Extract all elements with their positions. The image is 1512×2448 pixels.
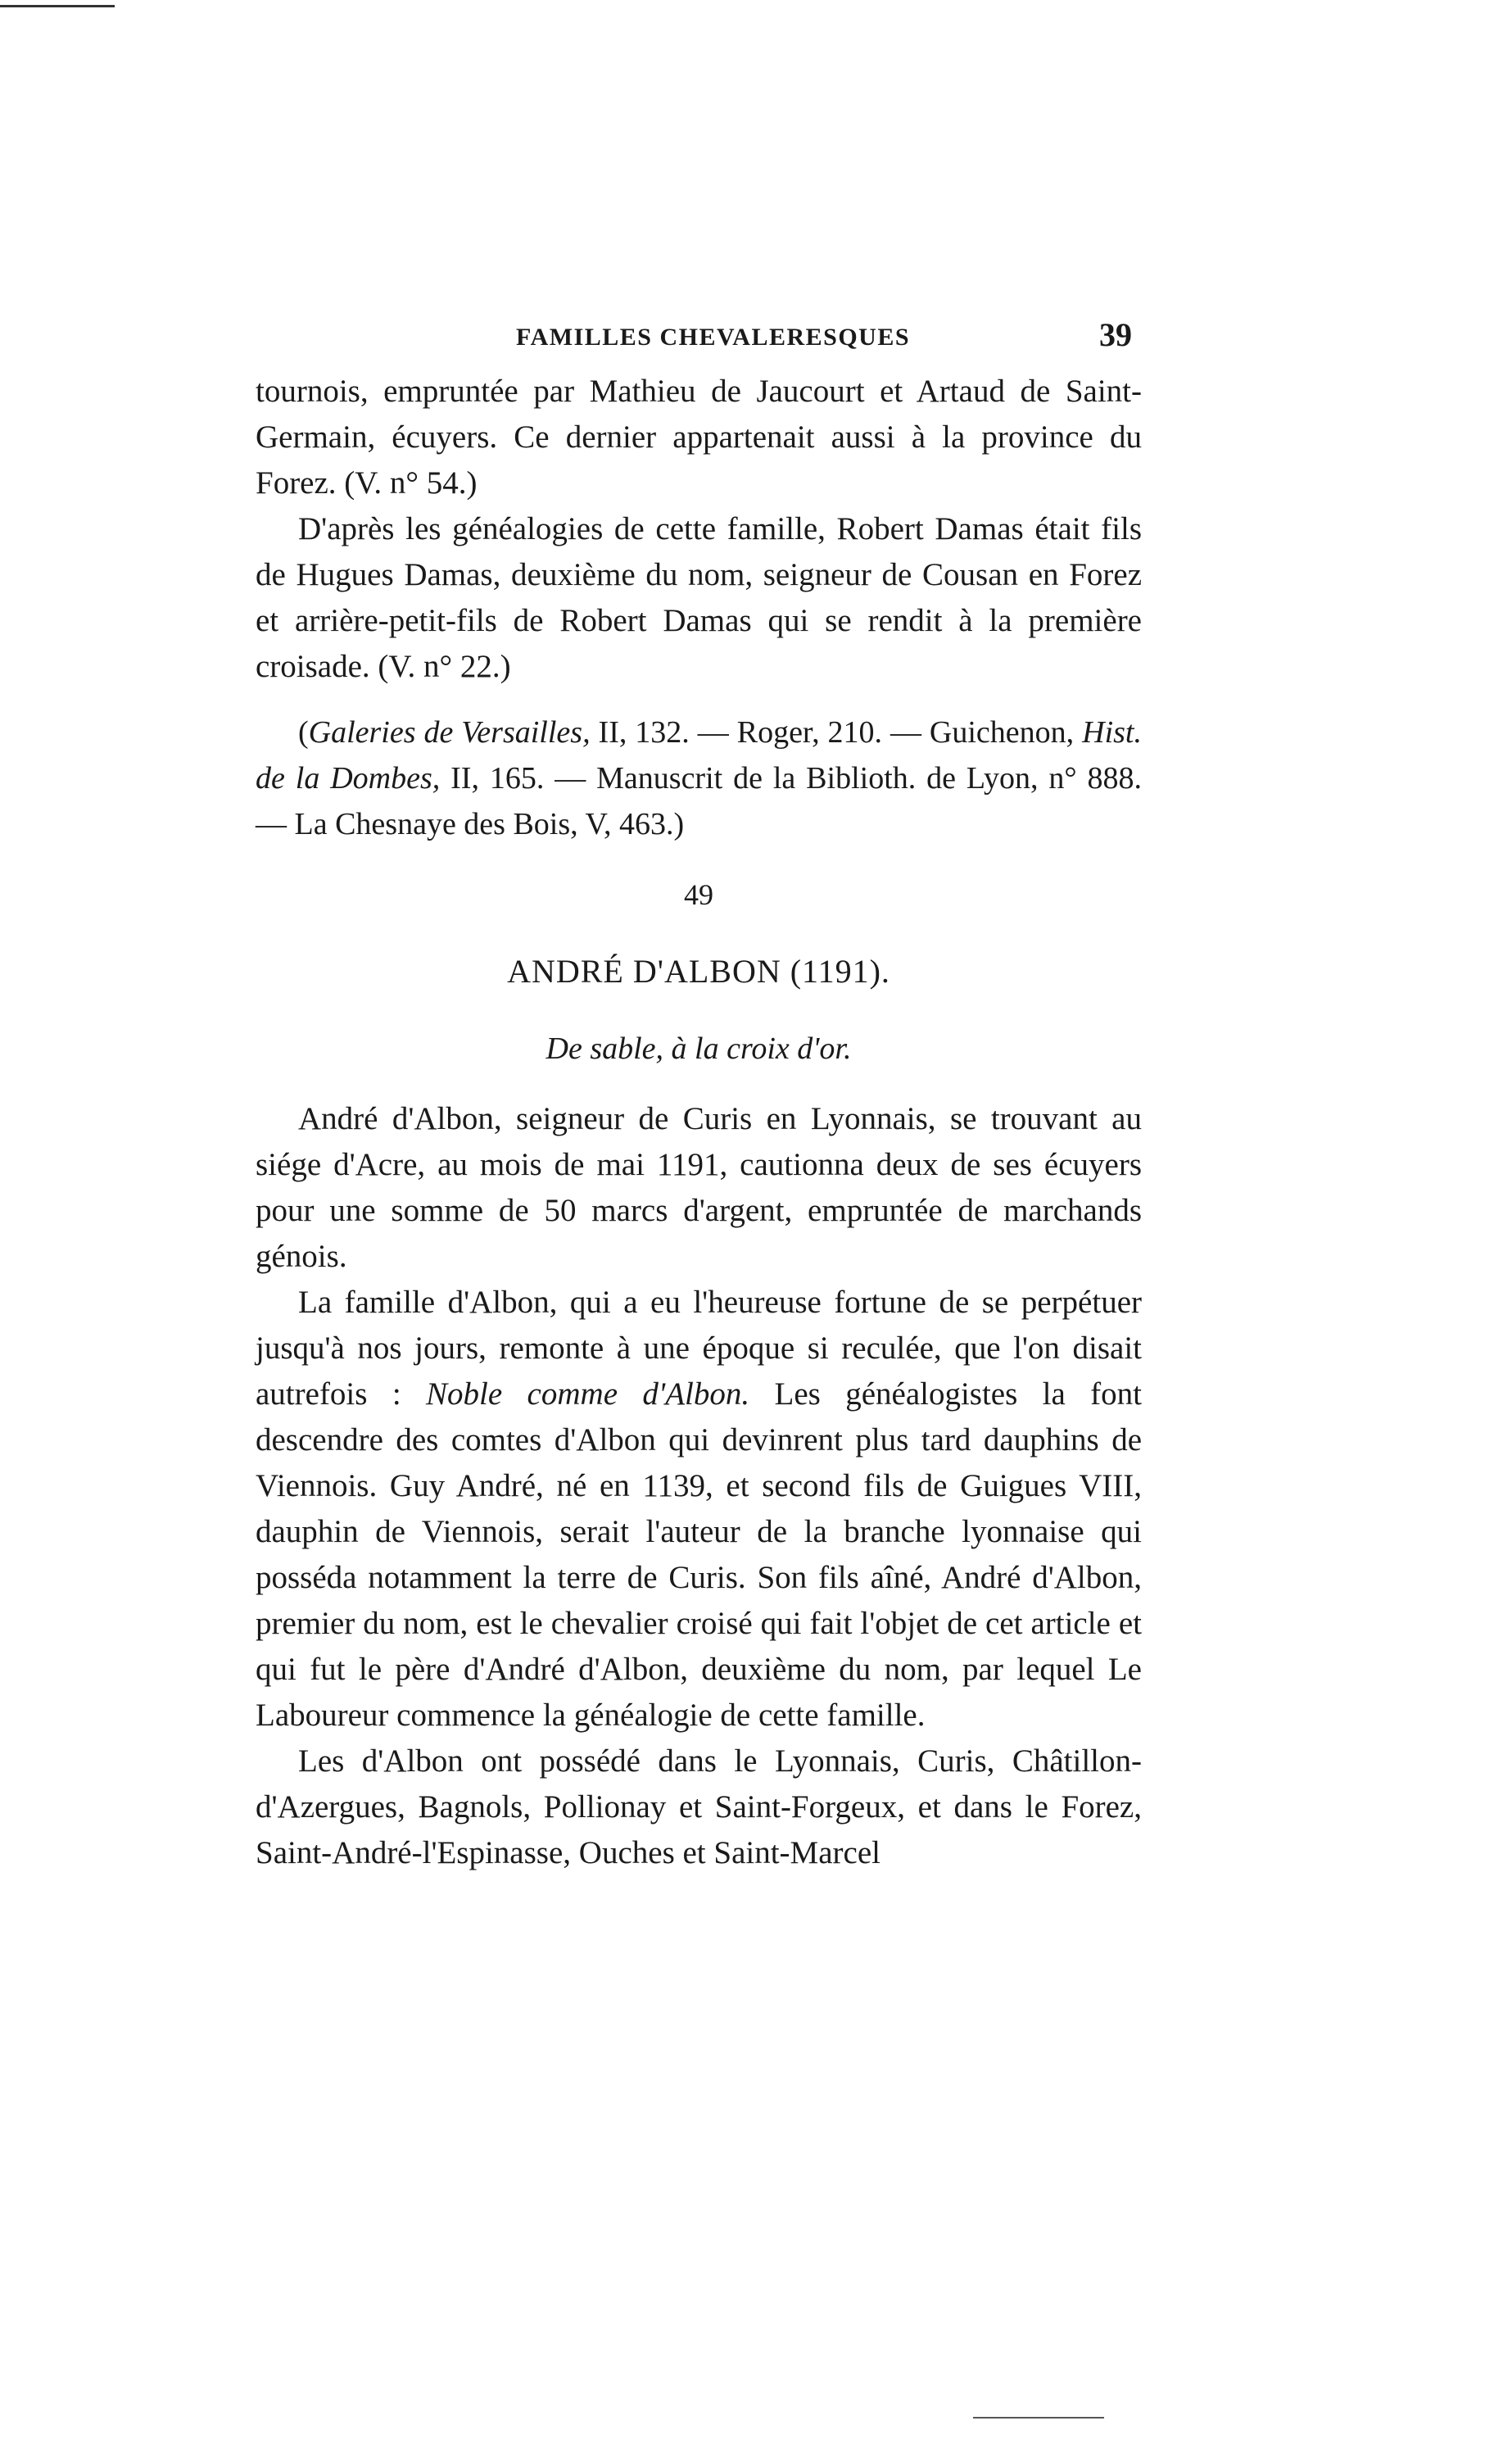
blazon: De sable, à la croix d'or. [545, 1031, 852, 1066]
references-paragraph [256, 709, 1142, 847]
article-number: 49 [684, 878, 713, 911]
article-paragraph-1: André d'Albon, seigneur de Curis en Lyonnais, se trouvant au siége d'Acre, au mois de mai 1191, cautionna deux de ses écuyers pour une somme de 50 marcs d'argent, empruntée de marchands génois. [256, 1101, 1142, 1274]
text-block [256, 369, 1142, 1876]
paragraph-2-text-2: Les généalogistes la font descendre des comtes d'Albon qui devinrent plus tard dauphins de Viennois. Guy André, né en 1139, et second fils de Guigues VIII, dauphin de Viennois, serait l'auteur de la branche lyonnaise qui posséda notamment la terre de Curis. Son fils aîné, André d'Albon, premier du nom, est le chevalier croisé qui fait l'objet de cet article et qui fut le père d'André d'Albon, deuxième du nom, par lequel Le Laboureur commence la généalogie de cette famille. [256, 1376, 1143, 1733]
page-number: 39 [1099, 316, 1132, 353]
article-title: ANDRÉ D'ALBON (1191). [507, 953, 890, 990]
refs-text-1: II, 132. — Roger, 210. — Guichenon, [590, 715, 1083, 750]
genealogy-paragraph: D'après les généalogies de cette famille, Robert Damas était fils de Hugues Damas, deuxième du nom, seigneur de Cousan en Forez et arrière-petit-fils de Robert Damas qui se rendit à la première croisade. (V. n° 22.) [256, 511, 1142, 684]
motto: Noble comme d'Albon. [426, 1376, 750, 1412]
refs-open: ( [298, 715, 309, 750]
continued-paragraph: tournois, empruntée par Mathieu de Jaucourt et Artaud de Saint-Germain, écuyers. Ce dernier appartenait aussi à la province du Forez. (V. n° 54.) [256, 374, 1142, 501]
article-paragraph-3: Les d'Albon ont possédé dans le Lyonnais, Curis, Châtillon-d'Azergues, Bagnols, Pollionay et Saint-Forgeux, et dans le Forez, Saint-André-l'Espinasse, Ouches et Saint-Marcel [256, 1743, 1142, 1870]
source-hist-dombes: Hist. de la Dombes, [256, 715, 1142, 796]
running-title: FAMILLES CHEVALERESQUES [516, 324, 911, 351]
refs-text-2: II, 165. — Manuscrit de la Biblioth. de Lyon, n° 888. — La Chesnaye des Bois, V, 463.) [256, 761, 1142, 841]
scan-edge-mark [0, 5, 115, 7]
article-paragraph-2 [256, 1280, 1142, 1739]
paragraph-2-text-1: La famille d'Albon, qui a eu l'heureuse fortune de se perpétuer jusqu'à nos jours, remonte à une époque si reculée, que l'on disait autrefois : [256, 1285, 1142, 1412]
running-head [254, 315, 1139, 365]
bottom-rule [973, 2417, 1104, 2419]
source-galeries: Galeries de Versailles, [308, 715, 591, 750]
